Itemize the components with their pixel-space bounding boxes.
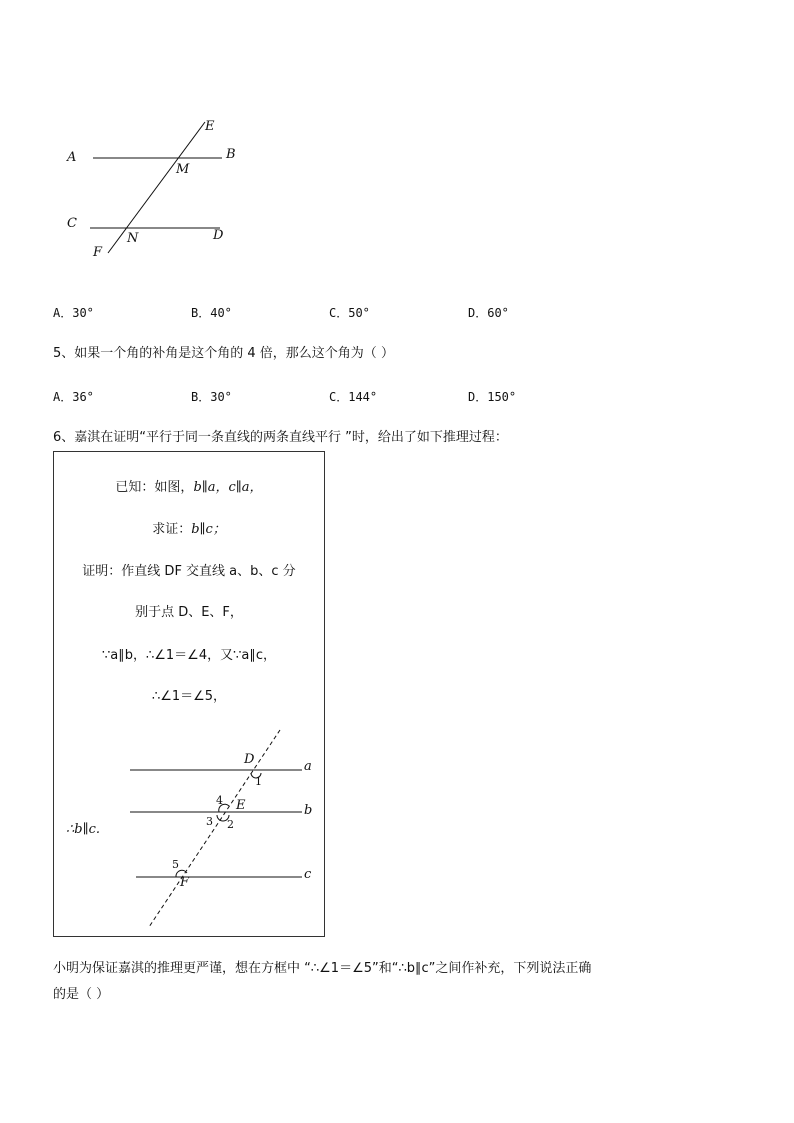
- label-angle-5: 5: [172, 858, 179, 871]
- q4-option-c: C．50°: [329, 306, 370, 320]
- proof-conclusion: ∴b∥c.: [66, 822, 101, 837]
- dashed-transversal-df: [149, 730, 280, 927]
- q5-option-d: D．150°: [468, 390, 517, 404]
- transversal-ef: [108, 122, 205, 253]
- label-line-a: a: [304, 759, 312, 774]
- q6-followup-line1: 小明为保证嘉淇的推理更严谨，想在方框中 “∴∠1＝∠5”和“∴b∥c”之间作补充，下列说法正确: [53, 961, 592, 976]
- proof-step-angle14: ∵a∥b，∴∠1＝∠4，又∵a∥c，: [102, 648, 276, 663]
- proof-step-construct: 证明：作直线 DF 交直线 a、b、c 分: [82, 564, 296, 579]
- label-angle-1: 1: [255, 775, 262, 788]
- label-e-point: E: [205, 119, 215, 134]
- label-n-point: N: [127, 231, 139, 246]
- label-point-f: F: [180, 875, 190, 890]
- q6-followup-line2: 的是（ ）: [53, 987, 110, 1002]
- label-m-point: M: [176, 162, 190, 177]
- transversal-figure: [125, 725, 325, 935]
- proof-given: 已知：如图，b∥a，c∥a，: [115, 480, 263, 495]
- q5-stem: 5、如果一个角的补角是这个角的 4 倍，那么这个角为（ ）: [53, 346, 394, 361]
- q4-option-a: A．30°: [53, 306, 94, 320]
- label-point-e: E: [236, 798, 246, 813]
- q4-option-b: B．40°: [191, 306, 232, 320]
- label-c-point: C: [67, 216, 77, 231]
- label-line-b: b: [304, 803, 313, 818]
- label-angle-2: 2: [227, 818, 234, 831]
- q4-option-d: D．60°: [468, 306, 509, 320]
- proof-to-prove: 求证：b∥c；: [152, 522, 226, 537]
- label-d-point: D: [213, 228, 224, 243]
- label-b-point: B: [226, 147, 236, 162]
- label-line-c: c: [304, 867, 312, 882]
- label-angle-4: 4: [216, 794, 223, 807]
- label-point-d: D: [244, 752, 255, 767]
- label-angle-3: 3: [206, 815, 213, 828]
- q5-option-c: C．144°: [329, 390, 378, 404]
- q5-option-a: A．36°: [53, 390, 94, 404]
- proof-step-angle15: ∴∠1＝∠5，: [151, 689, 227, 704]
- q5-option-b: B．30°: [191, 390, 232, 404]
- q6-stem: 6、嘉淇在证明“平行于同一条直线的两条直线平行 ”时，给出了如下推理过程：: [53, 430, 508, 445]
- label-a-point: A: [67, 150, 77, 165]
- proof-step-points: 别于点 D、E、F，: [135, 605, 243, 620]
- label-f-point: F: [93, 245, 103, 260]
